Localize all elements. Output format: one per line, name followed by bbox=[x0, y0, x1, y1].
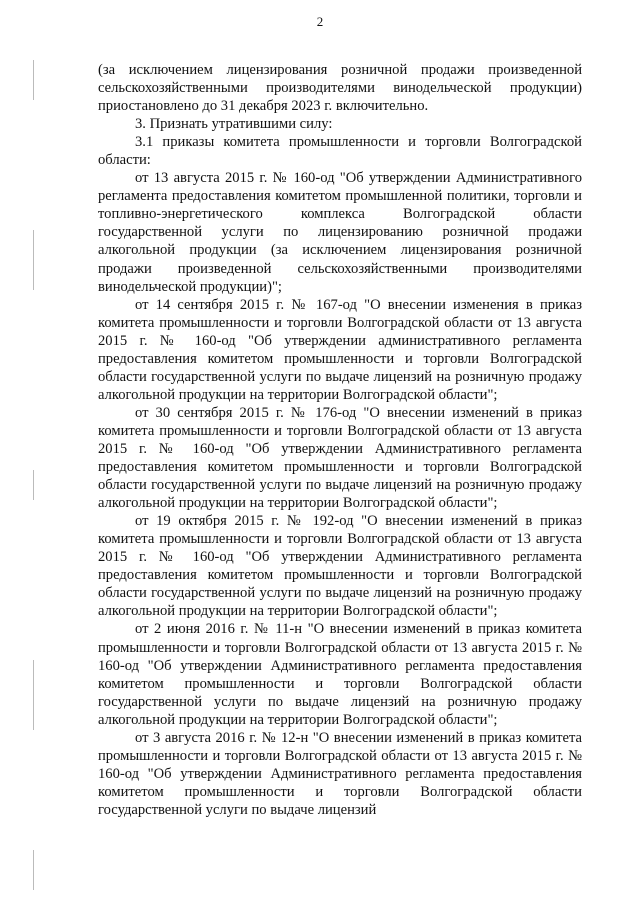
paragraph-continuation: (за исключением лицензирования розничной продажи произведенной сельскохозяйственными производителями винодельческой продукции) приостановлено до 31 декабря 2023 г. включительно. bbox=[98, 62, 582, 115]
paragraph-item-3: 3. Признать утратившими силу: bbox=[135, 116, 333, 133]
paragraph-order-167-od: от 14 сентября 2015 г. № 167-од "О внесении изменения в приказ комитета промышленности и торговли Волгоградской области от 13 августа 2015 г. № 160-од "Об утверждении административного регламента предоставления комитетом промышленности и торговли Волгоградской области государственной услуги по выдаче лицензий на розничную продажу алкогольной продукции на территории Волгоградской области"; bbox=[98, 296, 582, 403]
paragraph-order-11-n: от 2 июня 2016 г. № 11-н "О внесении изменений в приказ комитета промышленности и торговли Волгоградской области от 13 августа 2015 г. № 160-од "Об утверждении Административного регламента предоставления комитетом промышленности и торговли Волгоградской области государственной услуги по выдаче лицензий на розничную продажу алкогольной продукции на территории Волгоградской области"; bbox=[98, 621, 582, 728]
document-body bbox=[98, 61, 582, 819]
paragraph-order-12-n: от 3 августа 2016 г. № 12-н "О внесении изменений в приказ комитета промышленности и торговли Волгоградской области от 13 августа 2015 г. № 160-од "Об утверждении Административного регламента предоставления комитетом промышленности и торговли Волгоградской области государственной услуги по выдаче лицензий bbox=[98, 729, 582, 818]
paragraph-order-160-od: от 13 августа 2015 г. № 160-од "Об утверждении Административного регламента предоставления комитетом промышленной политики, торговли и топливно-энергетического комплекса Волгоградской области государственной услуги по лицензированию розничной продажи алкогольной продукции (за исключением лицензирования розничной продажи произведенной сельскохозяйственными производителями винодельческой продукции)"; bbox=[98, 170, 582, 295]
scan-margin-marks bbox=[33, 60, 35, 890]
paragraph-item-3-1: 3.1 приказы комитета промышленности и торговли Волгоградской области: bbox=[98, 134, 582, 169]
page-number: 2 bbox=[316, 14, 324, 29]
paragraph-order-176-od: от 30 сентября 2015 г. № 176-од "О внесении изменений в приказ комитета промышленности и торговли Волгоградской области от 13 августа 2015 г. № 160-од "Об утверждении Административного регламента предоставления комитетом промышленности и торговли Волгоградской области государственной услуги по выдаче лицензий на розничную продажу алкогольной продукции на территории Волгоградской области"; bbox=[98, 404, 582, 512]
paragraph-order-192-od: от 19 октября 2015 г. № 192-од "О внесении изменений в приказ комитета промышленности и торговли Волгоградской области от 13 августа 2015 г. № 160-од "Об утверждении Административного регламента предоставления комитетом промышленности и торговли Волгоградской области государственной услуги по выдаче лицензий на розничную продажу алкогольной продукции на территории Волгоградской области"; bbox=[98, 513, 582, 620]
